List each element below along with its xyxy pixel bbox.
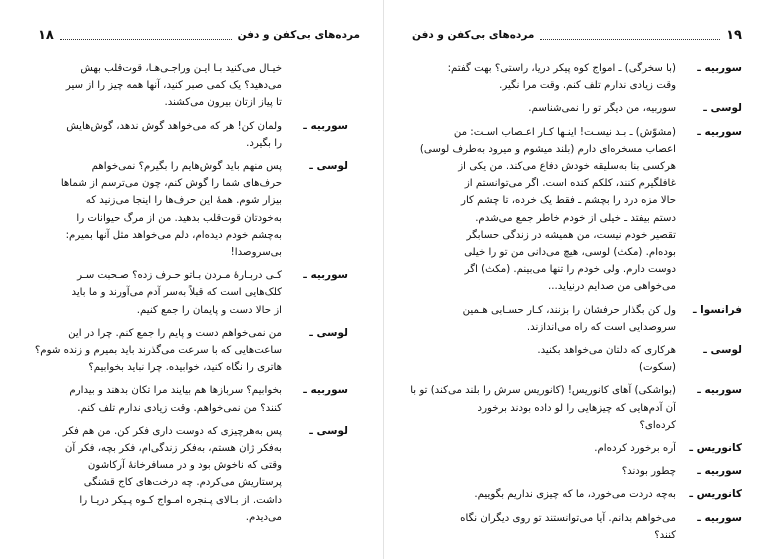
page-number: ۱۹ <box>726 27 742 43</box>
right-page-header <box>412 27 742 43</box>
dialogue-entry <box>414 60 742 94</box>
text-line: به‌فکر ژان هستم، به‌فکر زندگی‌ام، فکر بچه، فکر آن <box>64 443 282 455</box>
text-line: چطور بودند؟ <box>621 466 676 478</box>
dialogue-text <box>414 100 676 117</box>
dialogue-entry <box>414 302 742 336</box>
text-line: سوربیه، من دیگر تو را نمی‌شناسم. <box>528 103 676 115</box>
dialogue-entry <box>414 510 742 544</box>
speaker-name: لوسی ـ <box>703 344 742 357</box>
text-line: پرستاریش می‌کردم. چه درخت‌های کاج قشنگی <box>83 477 282 489</box>
text-line: هرکسی بنا به‌سلیقه خودش دفاع می‌کند. من یکی از <box>458 161 676 173</box>
left-page-body <box>26 60 348 526</box>
speaker-name: کانوریس ـ <box>689 488 742 501</box>
dialogue-entry <box>414 486 742 503</box>
text-line: داشت. از بـالای پـنجره امـواج کـوه پـیکر دریـا را <box>79 494 282 506</box>
text-line: تقصیر خودم نیست، من همیشه در زندگی حسابگر <box>466 229 676 241</box>
speaker-name <box>282 60 348 112</box>
right-page-body <box>410 60 742 544</box>
dialogue-text <box>410 382 676 434</box>
speaker-name: لوسی ـ <box>309 326 348 339</box>
dialogue-text <box>414 510 676 544</box>
text-line: ساعت‌هایی که با سرعت می‌گذرند باید بمیرم و زنده شوم؟ <box>34 345 282 357</box>
dialogue-entry <box>26 325 348 377</box>
text-line: اعصاب مسخره‌ای دارم (بلند میشوم و میرود به‌طرف لوسی) <box>419 143 676 155</box>
dialogue-entry <box>26 382 348 416</box>
dialogue-text <box>26 382 282 416</box>
dialogue-text <box>26 423 282 526</box>
text-line: ول کن بگذار حرفشان را بزنند، کـار حسـابی هـمین <box>462 304 676 316</box>
text-line: آره برخورد کرده‌ام. <box>594 443 676 455</box>
page-number: ۱۸ <box>38 27 54 43</box>
running-title: مرده‌های بی‌کفن و دفن <box>412 29 535 41</box>
text-line: خیـال می‌کنید بـا ایـن وراجـی‌هـا، قوت‌قلب بهش <box>80 63 282 74</box>
text-line: هاتری را نگاه کنید، خوابیده. چرا نباید بخوابیم؟ <box>88 362 282 374</box>
text-line: (بواشکی) آهای کانوریس! (کانوریس سرش را بلند می‌کند) تو با <box>410 385 676 397</box>
text-line: هرکاری که دلتان می‌خواهد بکنید. <box>537 345 676 357</box>
text-line: به‌خودتان قوت‌قلب بدهید. من از مرگ حیوانات را <box>76 212 282 224</box>
dialogue-entry <box>26 158 348 261</box>
header-dot-leader <box>60 31 232 40</box>
speaker-name: لوسی ـ <box>703 102 742 115</box>
speaker-name: لوسی ـ <box>309 160 348 173</box>
text-line: بخوابیم؟ سربازها هم بیایند مرا تکان بدهند و بیدارم <box>69 385 282 397</box>
text-line: به‌چه دردت می‌خورد، ما که چیزی نداریم بگوییم. <box>474 489 676 501</box>
dialogue-entry <box>414 440 742 457</box>
dialogue-text <box>414 440 676 457</box>
text-line: کلک‌هایی است که قبلاً به‌سر آدم می‌آورند و ما باید <box>71 287 282 299</box>
text-line: پس به‌هرچیزی که دوست داری فکر کن. من هم فکر <box>62 425 282 437</box>
text-line: بیزار شوم. همهٔ این حرف‌ها را اینجا می‌زنید که <box>85 195 282 207</box>
text-line: بوده‌ام. (مکث) لوسی، هیچ می‌دانی من تو را خیلی <box>464 247 676 259</box>
text-line: کـی دربـارهٔ مـردن بـاتو حـرف زده؟ صـحبت سـر <box>77 270 282 282</box>
text-line: آن آدم‌هایی که چیزهایی را لو داده بودند برخورد <box>477 402 676 414</box>
dialogue-text <box>414 486 676 503</box>
dialogue-entry <box>414 124 742 296</box>
text-line: پس منهم باید گوش‌هایم را بگیرم؟ نمی‌خواهم <box>91 161 282 173</box>
text-line: دستم بیفتد ـ خیلی از خودم خاطر جمع می‌شدم. <box>475 212 676 224</box>
text-line: وقت زیادی ندارم تلف کنم. وقت مرا نگیر. <box>499 80 676 92</box>
dialogue-text <box>414 302 676 336</box>
dialogue-entry <box>414 342 742 376</box>
left-page-header <box>38 27 360 43</box>
dialogue-entry <box>410 382 742 434</box>
text-line: حالا مزه درد را بچشم ـ فقط یک خرده، تا چشم کار <box>461 195 676 207</box>
dialogue-text <box>26 60 282 112</box>
text-line: من نمی‌خواهم دست و پایم را جمع کنم. چرا در این <box>68 327 282 339</box>
speaker-name: سوربیه ـ <box>697 384 742 397</box>
dialogue-text <box>414 342 676 376</box>
text-line: (با سخرگی) ـ امواج کوه پیکر دریا، راستی؟ بهت گفتم: <box>447 63 676 74</box>
dialogue-text <box>26 267 282 319</box>
speaker-name: سوربیه ـ <box>303 269 348 282</box>
text-line: را بگیرد. <box>246 137 282 149</box>
speaker-name: سوربیه ـ <box>697 465 742 478</box>
speaker-name: سوربیه ـ <box>697 62 742 74</box>
text-line: به‌چشم خودم دیده‌ام، دلم می‌خواهد مثل آنها بمیرم: <box>65 229 282 241</box>
text-line: بی‌سروصدا! <box>230 247 282 259</box>
speaker-name: فرانسوا ـ <box>692 303 742 316</box>
right-page <box>384 0 768 559</box>
running-title: مرده‌های بی‌کفن و دفن <box>237 29 360 41</box>
dialogue-text <box>414 124 676 296</box>
text-line: حرف‌های شما را گوش کنم، چون می‌ترسم از شماها <box>60 178 282 190</box>
text-line: سروصدایی است که راه می‌اندازند. <box>526 321 676 333</box>
header-dot-leader <box>540 31 720 40</box>
text-line: کنند؟ من نمی‌خواهم. وقت زیادی ندارم تلف کنم. <box>77 402 282 414</box>
text-line: می‌خواهی من صدایم درنیاید... <box>548 281 676 293</box>
text-line: ولمان کن! هر که می‌خواهد گوش ندهد، گوش‌هایش <box>66 120 282 132</box>
text-line: دوست دارم. ولی خودم را تنها می‌بینم. (مکث) اگر <box>464 264 676 276</box>
dialogue-entry <box>26 60 348 112</box>
speaker-name: سوربیه ـ <box>697 511 742 524</box>
dialogue-entry <box>414 100 742 117</box>
speaker-name: کانوریس ـ <box>689 442 742 455</box>
text-line: غافلگیرم کنند، کلکم کنده است. اگر می‌توانستم از <box>464 178 676 190</box>
dialogue-text <box>414 60 676 94</box>
dialogue-entry <box>414 463 742 480</box>
text-line: از حالا دست و پایمان را جمع کنیم. <box>136 304 282 316</box>
text-line: می‌دیدم. <box>245 511 282 523</box>
dialogue-entry <box>26 118 348 152</box>
speaker-name: سوربیه ـ <box>303 384 348 397</box>
dialogue-text <box>26 118 282 152</box>
text-line: تا پیاز ازتان بیرون می‌کشند. <box>164 97 282 109</box>
text-line: می‌خواهم بدانم. آیا می‌توانستند تو روی دیگران نگاه <box>460 512 676 524</box>
speaker-name: سوربیه ـ <box>303 119 348 132</box>
dialogue-entry <box>26 267 348 319</box>
text-line: کنند؟ <box>654 529 676 541</box>
dialogue-text <box>26 158 282 261</box>
speaker-name: لوسی ـ <box>309 424 348 437</box>
dialogue-text <box>414 463 676 480</box>
text-line: می‌دهید؟ یک کمی صبر کنید، آنها همه چیز را از سیر <box>65 80 282 92</box>
text-line: کرده‌ای؟ <box>639 419 676 431</box>
dialogue-text <box>26 325 282 377</box>
speaker-name: سوربیه ـ <box>697 125 742 138</box>
text-line: وقتی که ناخوش بود و در مسافرخانهٔ آرکاشون <box>87 460 282 472</box>
text-line: (سکوت) <box>639 362 676 374</box>
text-line: (مشوّش) ـ بـد نیسـت! اینـها کـار اعـصاب اسـت: من <box>453 126 676 138</box>
dialogue-entry <box>26 423 348 526</box>
